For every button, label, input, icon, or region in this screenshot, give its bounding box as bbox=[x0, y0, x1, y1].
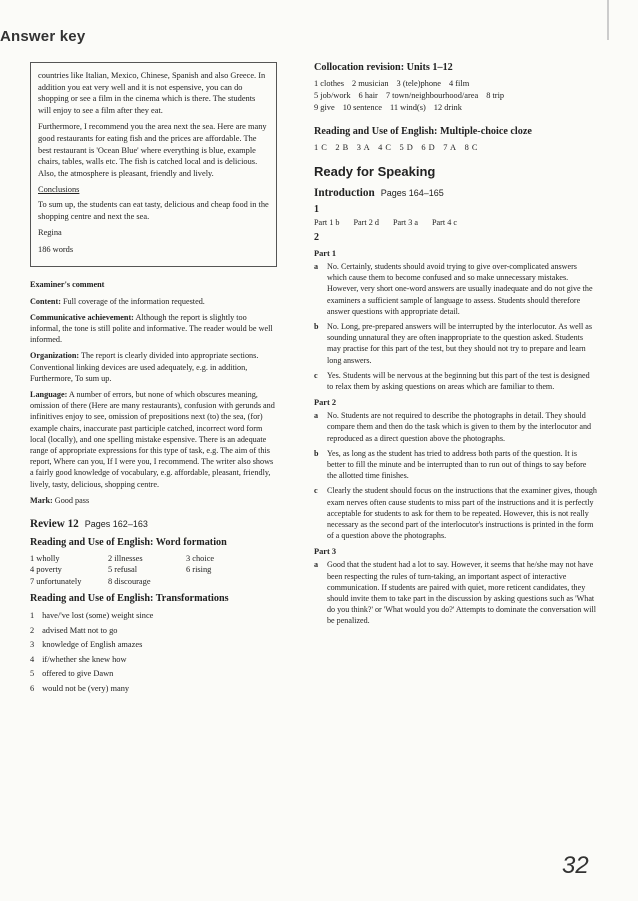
list-item bbox=[30, 609, 277, 623]
answer-item: 3 (tele)phone bbox=[396, 79, 441, 88]
answer-item: 1 clothes bbox=[314, 79, 345, 88]
list-item bbox=[30, 624, 277, 638]
mark-comment bbox=[30, 495, 277, 506]
answer-item: 7 A bbox=[443, 143, 457, 152]
answer-item: 3 A bbox=[356, 143, 371, 152]
list-item bbox=[314, 370, 597, 392]
multiple-choice-answers bbox=[314, 142, 597, 154]
right-column bbox=[314, 62, 597, 631]
list-item bbox=[30, 667, 277, 681]
language-text: A number of errors, but none of which obscures meaning, omission of there (Here are many restaurants), confusion with gerunds and infinitives enjoy to see, omission of prepositions next (to) the sea, (for) example chairs, inaccurate past participle catched, incorrect word form local (locally), and one spelling mistake espensive. There is an adequate range of appropriate expressions for this type of task, e.g. The aim of this report, Where can you, If I were you, I recommend. The writer also shows a fairly good knowledge of vocabulary, e.g. affordable, pleasant, friendly, lively, tasty, delicious, shopping centre. bbox=[30, 389, 275, 489]
left-column bbox=[30, 62, 277, 696]
list-item bbox=[30, 653, 277, 667]
mark-text: Good pass bbox=[52, 495, 90, 505]
examiner-heading: Examiner's comment bbox=[30, 280, 105, 290]
item-text: Good that the student had a lot to say. However, it seems that he/she may not have been respecting the rules of turn-taking, an important aspect of interactive communication. If students are paired with quiet, more reticent candidates, they should invite them to take part in the discussion by asking questions such as 'What do you think?' or 'What would you do?' Attempts to dominate the conversation will be penalized. bbox=[327, 560, 596, 626]
answer-item: Part 4 c bbox=[431, 218, 457, 227]
introduction-text: Introduction bbox=[314, 187, 375, 199]
answer-item: 12 drink bbox=[433, 103, 462, 112]
list-item bbox=[314, 321, 597, 366]
item-number: 3 bbox=[30, 640, 35, 650]
organization-label: Organization: bbox=[30, 351, 80, 361]
item-number: 1 bbox=[30, 611, 35, 621]
answer-item: 3 choice bbox=[186, 553, 215, 563]
item-letter: a bbox=[314, 262, 319, 271]
communicative-text: Although the report is slightly too informal, the tone is still polite and informative. The reader would be well informed. bbox=[30, 312, 273, 345]
item-letter: a bbox=[314, 560, 319, 570]
word-formation-heading: Reading and Use of English: Word formation bbox=[30, 536, 227, 548]
item-text: if/whether she knew how bbox=[42, 654, 127, 664]
list-item bbox=[314, 448, 597, 482]
part-heading: Part 3 bbox=[314, 547, 337, 557]
language-label: Language: bbox=[30, 389, 68, 399]
introduction-heading bbox=[314, 187, 597, 200]
item-text: offered to give Dawn bbox=[42, 669, 114, 679]
essay-signature: Regina bbox=[38, 228, 62, 238]
answer-item: 5 D bbox=[399, 143, 414, 152]
answer-item: 2 musician bbox=[352, 79, 389, 88]
item-letter: c bbox=[314, 370, 318, 380]
list-item bbox=[30, 638, 277, 652]
answer-item: 4 film bbox=[448, 79, 470, 88]
essay-paragraph: countries like Italian, Mexico, Chinese, Spanish and also Greece. In addition you eat very well and it is not espensive, you can do shopping or see a film in the cinema which is there. The students will enjoy to see a film after they eat. bbox=[38, 71, 266, 115]
answer-item: 8 C bbox=[464, 143, 478, 152]
conclusions-heading: Conclusions bbox=[38, 185, 80, 195]
collocation-row bbox=[314, 90, 597, 102]
answer-item: 8 discourage bbox=[108, 576, 151, 586]
communicative-label: Communicative achievement: bbox=[30, 312, 134, 322]
item-text: Clearly the student should focus on the instructions that the examiner gives, though exam nerves often cause students to miss part of the instructions and it is perfectly acceptable for students to ask for them to be repeated. However, this is not really necessary as the second part of the interlocutor's instructions is printed in the form of a question above the photographs. bbox=[327, 486, 597, 541]
answer-item: 11 wind(s) bbox=[390, 103, 426, 112]
introduction-pages: Pages 164–165 bbox=[380, 188, 444, 198]
answer-item: 10 sentence bbox=[342, 103, 383, 112]
item-text: No. Long, pre-prepared answers will be interrupted by the interlocutor. As well as sounding unnatural they are often inappropriate to the question asked. Students may practise for this part of the test, but they should not try to prepare and learn long answers. bbox=[327, 322, 592, 365]
question-number: 1 bbox=[314, 204, 319, 215]
collocation-heading: Collocation revision: Units 1–12 bbox=[314, 62, 453, 73]
collocation-row bbox=[314, 102, 597, 114]
item-letter: c bbox=[314, 486, 318, 496]
part-heading: Part 1 bbox=[314, 249, 337, 258]
review-title-text: Review 12 bbox=[30, 517, 79, 530]
item-text: No. Certainly, students should avoid trying to give over-complicated answers which cause them to become confused and so make unnecessary mistakes. However, very short one-word answers are usually inadequate and do not give the examiners a sufficient sample of language to assess. Students should therefore answer questions with appropriate detail. bbox=[327, 262, 593, 316]
multiple-choice-heading: Reading and Use of English: Multiple-choice cloze bbox=[314, 126, 532, 137]
organization-text: The report is clearly divided into appropriate sections. Conventional linking devices are used adequately, e.g. in addition, Furthermore, To sum up. bbox=[30, 351, 259, 383]
item-number: 6 bbox=[30, 683, 35, 693]
organization-comment bbox=[30, 350, 277, 384]
list-item bbox=[314, 261, 597, 317]
list-item bbox=[314, 485, 597, 541]
answer-item: Part 2 d bbox=[353, 218, 379, 227]
communicative-comment bbox=[30, 312, 277, 346]
answer-item: 2 illnesses bbox=[108, 553, 143, 563]
answer-item: Part 1 b bbox=[314, 218, 340, 227]
item-number: 4 bbox=[30, 654, 35, 664]
item-text: knowledge of English amazes bbox=[42, 640, 143, 650]
item-text: would not be (very) many bbox=[42, 683, 130, 693]
essay-conclusion: To sum up, the students can eat tasty, delicious and cheap food in the shopping centre and next the sea. bbox=[38, 199, 269, 221]
item-letter: a bbox=[314, 411, 319, 421]
answer-item: 5 refusal bbox=[108, 565, 138, 575]
item-text: have/'ve lost (some) weight since bbox=[42, 611, 154, 621]
item-text: advised Matt not to go bbox=[42, 625, 118, 635]
examiner-comment bbox=[30, 279, 277, 506]
answer-item: 7 town/neighbourhood/area bbox=[385, 91, 479, 100]
answer-item: 6 hair bbox=[358, 91, 378, 100]
transformations-heading: Reading and Use of English: Transformations bbox=[30, 593, 229, 605]
word-formation-answers bbox=[30, 553, 277, 588]
speaking-title: Ready for Speaking bbox=[314, 164, 436, 179]
list-item bbox=[314, 410, 597, 444]
question-number: 2 bbox=[314, 232, 319, 243]
content-comment bbox=[30, 296, 277, 307]
collocation-row bbox=[314, 78, 597, 90]
item-letter: b bbox=[314, 448, 319, 458]
content-label: Content: bbox=[30, 296, 61, 306]
item-text: No. Students are not required to describe the photographs in detail. They should compare them and then do the task which is given to them by the interlocutor and reproduced as a direct question above the photographs. bbox=[327, 411, 592, 443]
essay-word-count: 186 words bbox=[38, 244, 74, 254]
page-number: 32 bbox=[562, 852, 589, 879]
answer-item: 9 give bbox=[314, 103, 335, 112]
answer-item: 1 wholly bbox=[30, 553, 60, 563]
item-number: 5 bbox=[30, 669, 35, 679]
part-heading: Part 2 bbox=[314, 398, 337, 408]
answer-item: 5 job/work bbox=[314, 91, 351, 100]
content-text: Full coverage of the information requested. bbox=[60, 296, 205, 306]
item-text: Yes, as long as the student has tried to address both parts of the question. It is better to fill the minute and be interrupted than to run out of things to say before the allotted time finishes. bbox=[327, 448, 587, 481]
list-item bbox=[314, 559, 597, 626]
answer-item: 7 unfortunately bbox=[30, 576, 82, 586]
mark-label: Mark: bbox=[30, 495, 53, 505]
transformations-list bbox=[30, 609, 277, 695]
part-matching-answers bbox=[314, 217, 597, 229]
answer-item: 2 B bbox=[335, 143, 349, 152]
answer-item: Part 3 a bbox=[392, 218, 418, 227]
answer-item: 4 C bbox=[378, 143, 392, 152]
page-edge bbox=[607, 0, 609, 40]
sample-answer-box bbox=[30, 62, 277, 267]
item-letter: b bbox=[314, 322, 319, 332]
review-pages: Pages 162–163 bbox=[84, 518, 148, 529]
running-header: Answer key bbox=[0, 28, 86, 45]
list-item bbox=[30, 682, 277, 696]
item-text: Yes. Students will be nervous at the beginning but this part of the test is designed to relax them by asking questions on areas which are familiar to them. bbox=[327, 370, 590, 392]
answer-item: 8 trip bbox=[486, 91, 505, 100]
answer-item: 6 rising bbox=[186, 565, 212, 575]
answer-item: 1 C bbox=[314, 143, 328, 152]
language-comment bbox=[30, 389, 277, 490]
answer-item: 4 poverty bbox=[30, 565, 62, 575]
essay-paragraph: Furthermore, I recommend you the area next the sea. Here are many good restaurants for eating fish and the prices are affordable. The best restaurant is 'Ocean Blue' where everything is blue, example chairs, tables, walls etc. The fish is catched local and is delicious. Also, the atmosphere is pleasant, friendly and lively. bbox=[38, 122, 267, 178]
item-number: 2 bbox=[30, 625, 35, 635]
answer-item: 6 D bbox=[421, 143, 436, 152]
review-title bbox=[30, 518, 277, 531]
